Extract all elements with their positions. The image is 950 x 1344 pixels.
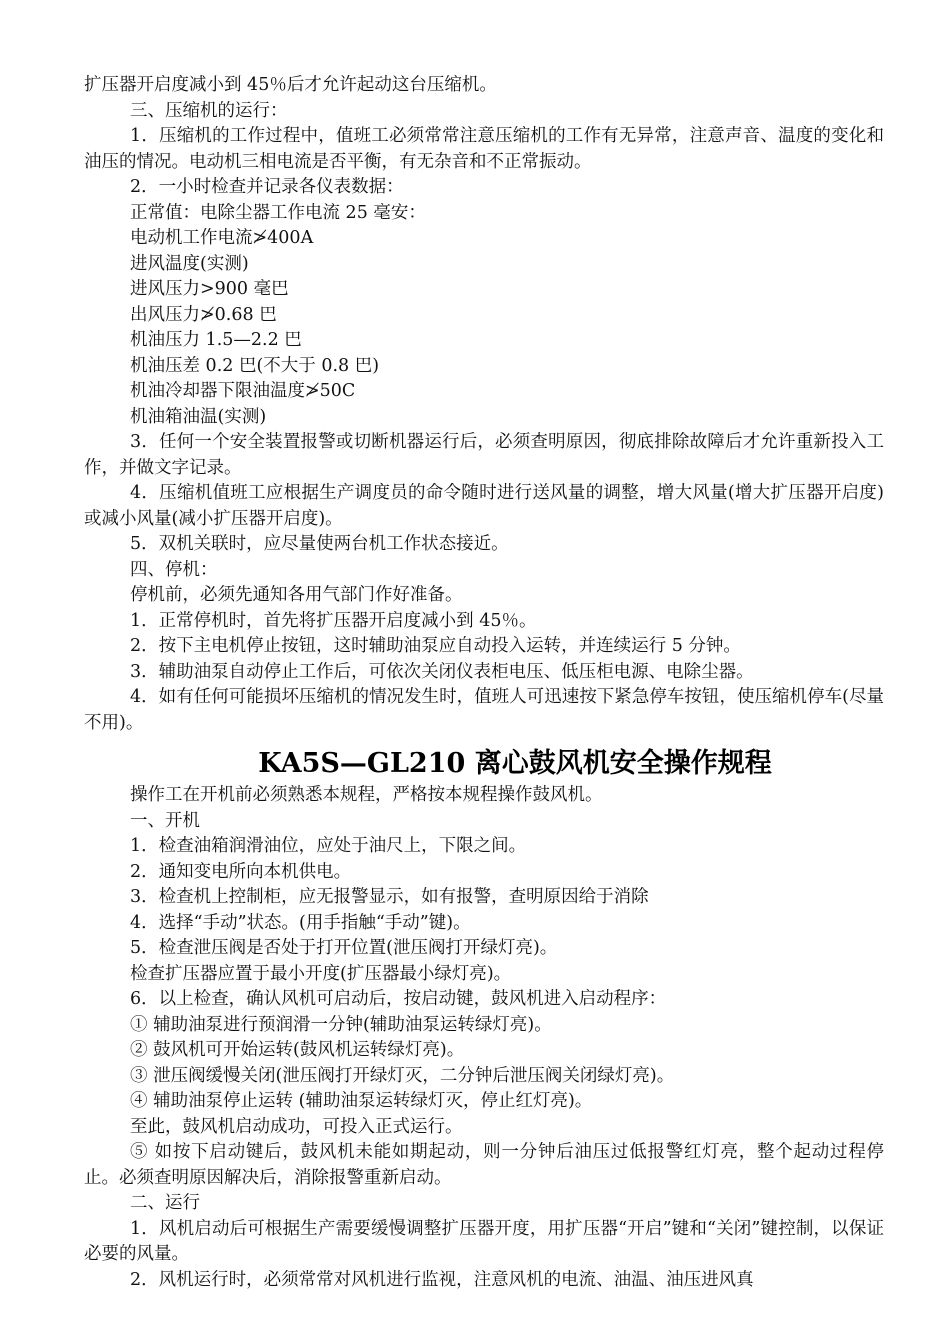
paragraph: 4．选择“手动”状态。(用手指触“手动”键)。 xyxy=(130,912,471,933)
paragraph: 2．风机运行时，必须常常对风机进行监视，注意风机的电流、油温、油压进风真 xyxy=(130,1269,754,1290)
paragraph: 6．以上检查，确认风机可启动后，按启动键，鼓风机进入启动程序： xyxy=(130,989,667,1009)
paragraph: ④ 辅助油泵停止运转 (辅助油泵运转绿灯灭，停止红灯亮)。 xyxy=(130,1091,593,1111)
paragraph: 正常值：电除尘器工作电流 25 毫安： xyxy=(130,202,426,223)
paragraph: 至此，鼓风机启动成功，可投入正式运行。 xyxy=(130,1116,463,1137)
paragraph: 1．风机启动后可根据生产需要缓慢调整扩压器开度，用扩压器“开启”键和“关闭”键控制，以保证必要的风量。 xyxy=(84,1218,884,1264)
paragraph: ① 辅助油泵进行预润滑一分钟(辅助油泵运转绿灯亮)。 xyxy=(130,1014,552,1035)
paragraph: 出风压力≯0.68 巴 xyxy=(130,304,277,325)
paragraph: 机油压差 0.2 巴(不大于 0.8 巴) xyxy=(130,355,380,376)
paragraph: 5．双机关联时，应尽量使两台机工作状态接近。 xyxy=(130,534,509,554)
paragraph: 机油箱油温(实测) xyxy=(130,406,267,427)
paragraph: 二、运行 xyxy=(130,1193,200,1213)
paragraph: ② 鼓风机可开始运转(鼓风机运转绿灯亮)。 xyxy=(130,1040,465,1060)
paragraph: 4．如有任何可能损坏压缩机的情况发生时，值班人可迅速按下紧急停车按钮，使压缩机停车(尽量不用)。 xyxy=(84,687,884,733)
paragraph: 停机前，必须先通知各用气部门作好准备。 xyxy=(130,585,463,605)
paragraph: 三、压缩机的运行： xyxy=(130,100,288,121)
paragraph: 一、开机 xyxy=(130,810,200,831)
paragraph: 进风压力>900 毫巴 xyxy=(130,279,289,299)
paragraph: 四、停机： xyxy=(130,559,218,580)
paragraph: 3．检查机上控制柜，应无报警显示，如有报警，查明原因给于消除 xyxy=(130,887,649,907)
paragraph: 5．检查泄压阀是否处于打开位置(泄压阀打开绿灯亮)。 xyxy=(130,938,558,958)
paragraph: 操作工在开机前必须熟悉本规程，严格按本规程操作鼓风机。 xyxy=(130,785,603,805)
paragraph: 2．按下主电机停止按钮，这时辅助油泵应自动投入运转，并连续运行 5 分钟。 xyxy=(130,636,741,656)
paragraph: 进风温度(实测) xyxy=(130,253,249,274)
paragraph: ③ 泄压阀缓慢关闭(泄压阀打开绿灯灭，二分钟后泄压阀关闭绿灯亮)。 xyxy=(130,1065,675,1086)
paragraph: 机油压力 1.5—2.2 巴 xyxy=(130,330,302,350)
paragraph: 4．压缩机值班工应根据生产调度员的命令随时进行送风量的调整，增大风量(增大扩压器开启度)或减小风量(减小扩压器开启度)。 xyxy=(84,483,884,529)
document-title: KA5S—GL210 离心鼓风机安全操作规程 xyxy=(258,748,772,779)
paragraph: 2．通知变电所向本机供电。 xyxy=(130,861,352,882)
paragraph: 电动机工作电流≯400A xyxy=(130,228,314,248)
paragraph: ⑤ 如按下启动键后，鼓风机未能如期起动，则一分钟后油压过低报警红灯亮，整个起动过程停止。必须查明原因解决后，消除报警重新启动。 xyxy=(84,1142,884,1188)
paragraph: 1．正常停机时，首先将扩压器开启度减小到 45％。 xyxy=(130,610,537,631)
paragraph: 3．任何一个安全装置报警或切断机器运行后，必须查明原因，彻底排除故障后才允许重新投入工作，并做文字记录。 xyxy=(84,432,884,478)
paragraph: 1．检查油箱润滑油位，应处于油尺上，下限之间。 xyxy=(130,836,527,856)
paragraph: 检查扩压器应置于最小开度(扩压器最小绿灯亮)。 xyxy=(130,963,512,984)
paragraph: 机油冷却器下限油温度≯50C xyxy=(130,381,356,401)
section-compressor-operation xyxy=(84,73,884,736)
section-blower-procedure xyxy=(84,783,884,1293)
paragraph: 1．压缩机的工作过程中，值班工必须常常注意压缩机的工作有无异常，注意声音、温度的变化和油压的情况。电动机三相电流是否平衡，有无杂音和不正常振动。 xyxy=(84,126,884,172)
paragraph: 3．辅助油泵自动停止工作后，可依次关闭仪表柜电压、低压柜电源、电除尘器。 xyxy=(130,661,754,682)
paragraph: 2．一小时检查并记录各仪表数据： xyxy=(130,177,404,197)
paragraph: 扩压器开启度减小到 45％后才允许起动这台压缩机。 xyxy=(84,75,497,95)
